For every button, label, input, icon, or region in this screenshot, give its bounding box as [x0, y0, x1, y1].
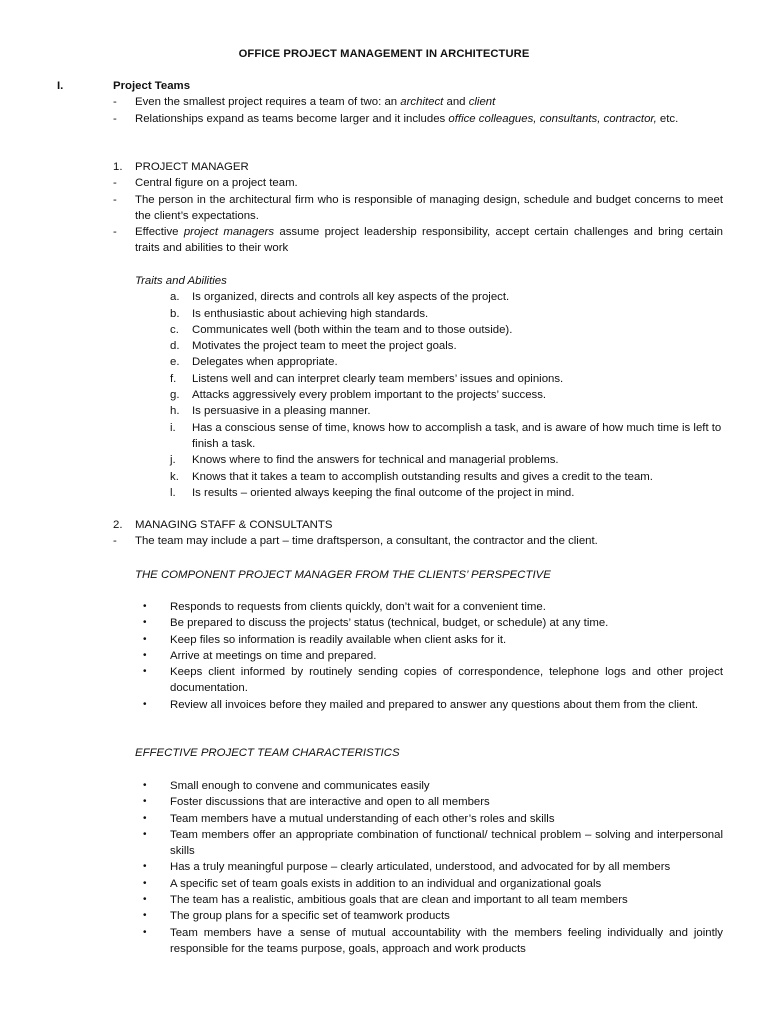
list-text: Team members have a mutual understanding of each other’s roles and skills — [170, 812, 555, 825]
subsection-managing-staff — [0, 517, 768, 550]
dash-marker: - — [113, 177, 117, 190]
list-item — [0, 354, 768, 370]
clients-perspective-heading: THE COMPONENT PROJECT MANAGER FROM THE CLIENTS’ PERSPECTIVE — [135, 569, 551, 581]
list-text: The group plans for a specific set of teamwork products — [170, 910, 450, 923]
traits-list — [0, 273, 768, 501]
bullet-icon: • — [143, 633, 147, 645]
list-text: Keeps client informed by routinely sending copies of correspondence, telephone logs and other project documentation. — [170, 666, 723, 695]
bullet-icon: • — [143, 666, 147, 678]
subsection-heading: MANAGING STAFF & CONSULTANTS — [135, 519, 333, 531]
subsection-number: 2. — [113, 519, 123, 531]
bullet-icon: • — [143, 698, 147, 710]
list-item — [0, 403, 768, 419]
list-item: - The person in the architectural firm who is responsible of managing design, schedule and budget concerns to meet the client’s expectations. — [113, 193, 723, 222]
list-item — [0, 811, 768, 827]
list-item — [0, 859, 768, 875]
list-item — [0, 599, 768, 615]
list-item — [0, 632, 768, 648]
dash-marker: - — [113, 535, 117, 548]
section-project-teams — [0, 78, 768, 127]
bullet-icon: • — [143, 812, 147, 824]
dash-marker: - — [113, 193, 117, 206]
dash-marker: - — [113, 226, 117, 239]
team-characteristics-list — [0, 778, 768, 957]
list-item — [0, 338, 768, 354]
clients-perspective-list — [0, 599, 768, 713]
team-characteristics-heading: EFFECTIVE PROJECT TEAM CHARACTERISTICS — [135, 747, 400, 759]
list-item — [0, 908, 768, 924]
bullet-icon: • — [143, 649, 147, 661]
list-item — [0, 876, 768, 892]
list-text: Responds to requests from clients quickly, don’t wait for a convenient time. — [170, 601, 546, 613]
list-item — [0, 485, 768, 501]
list-item: - Effective project managers assume project leadership responsibility, accept certain challenges and bring certain traits and abilities to their work — [113, 226, 723, 255]
list-item — [0, 306, 768, 322]
dash-marker: - — [113, 112, 117, 125]
list-item — [0, 827, 768, 860]
list-text: The team has a realistic, ambitious goals that are clean and important to all team members — [170, 894, 628, 907]
section-heading: Project Teams — [113, 80, 191, 92]
list-letter: k. — [170, 470, 179, 483]
list-text: Team members have a sense of mutual accountability with the members feeling individually and jointly responsible for the teams purpose, goals, approach and work products — [170, 926, 723, 955]
list-item — [0, 794, 768, 810]
dash-marker: - — [113, 96, 117, 109]
list-item — [0, 664, 768, 697]
list-letter: a. — [170, 291, 180, 304]
list-letter: g. — [170, 389, 180, 402]
section-number: I. — [57, 80, 64, 92]
bullet-icon: • — [143, 828, 147, 840]
list-text: Listens well and can interpret clearly team members’ issues and opinions. — [192, 372, 564, 385]
list-item — [0, 892, 768, 908]
list-item — [0, 371, 768, 387]
bullet-icon: • — [143, 894, 147, 906]
list-letter: i. — [170, 421, 176, 434]
list-text: Communicates well (both within the team and to those outside). — [192, 323, 513, 336]
list-item — [0, 387, 768, 403]
list-text: A specific set of team goals exists in addition to an individual and organizational goals — [170, 877, 602, 890]
list-text: Team members offer an appropriate combination of functional/ technical problem – solving and interpersonal skills — [170, 828, 723, 858]
list-letter: d. — [170, 340, 180, 353]
list-item — [0, 925, 768, 958]
list-letter: l. — [170, 486, 176, 499]
list-text: Arrive at meetings on time and prepared. — [170, 649, 377, 662]
list-text: Keep files so information is readily available when client asks for it. — [170, 633, 507, 646]
list-letter: j. — [170, 454, 176, 467]
list-item: - The team may include a part – time draftsperson, a consultant, the contractor and the client. — [0, 533, 768, 549]
bullet-icon: • — [143, 796, 147, 808]
list-letter: c. — [170, 323, 179, 336]
list-item: - Even the smallest project requires a team of two: an architect and client — [0, 94, 768, 110]
subsection-project-manager — [0, 159, 768, 257]
list-item — [0, 452, 768, 468]
list-text: Is persuasive in a pleasing manner. — [192, 405, 371, 418]
list-text: Review all invoices before they mailed and prepared to answer any questions about them from the client. — [170, 698, 699, 711]
list-item — [0, 469, 768, 485]
bullet-icon: • — [143, 601, 147, 612]
list-item — [0, 289, 768, 305]
bullet-icon: • — [143, 877, 147, 889]
list-text: Has a conscious sense of time, knows how to accomplish a task, and is aware of how much time is left to finish a task. — [192, 421, 722, 450]
bullet-icon: • — [143, 861, 147, 873]
list-text: Foster discussions that are interactive and open to all members — [170, 796, 490, 809]
list-text: Small enough to convene and communicates easily — [170, 780, 430, 792]
bullet-icon: • — [143, 926, 147, 938]
list-item — [0, 778, 768, 794]
list-item — [0, 420, 768, 453]
document-title: OFFICE PROJECT MANAGEMENT IN ARCHITECTURE — [238, 48, 530, 60]
list-item — [0, 322, 768, 338]
list-letter: h. — [170, 405, 180, 418]
list-text: Knows that it takes a team to accomplish outstanding results and gives a credit to the team. — [192, 470, 653, 483]
list-letter: e. — [170, 356, 180, 369]
list-item — [0, 697, 768, 713]
list-item: - Relationships expand as teams become larger and it includes office colleagues, consultants, contractor, etc. — [0, 111, 768, 127]
list-letter: b. — [170, 307, 180, 320]
bullet-icon: • — [143, 910, 147, 922]
list-text: Motivates the project team to meet the project goals. — [192, 340, 457, 353]
list-item: - Central figure on a project team. — [0, 175, 768, 191]
list-text: Attacks aggressively every problem important to the projects’ success. — [192, 389, 547, 402]
list-text: Is organized, directs and controls all key aspects of the project. — [192, 291, 510, 304]
list-letter: f. — [170, 372, 177, 385]
list-text: Is enthusiastic about achieving high standards. — [192, 307, 429, 320]
subsection-number: 1. — [113, 161, 123, 173]
bullet-icon: • — [143, 780, 147, 791]
subsection-heading: PROJECT MANAGER — [135, 161, 249, 173]
list-item — [0, 615, 768, 631]
bullet-icon: • — [143, 617, 147, 629]
traits-heading: Traits and Abilities — [135, 275, 227, 287]
list-text: Is results – oriented always keeping the final outcome of the project in mind. — [192, 486, 575, 499]
list-text: Has a truly meaningful purpose – clearly articulated, understood, and advocated for by all members — [170, 861, 671, 874]
list-text: Be prepared to discuss the projects’ status (technical, budget, or schedule) at any time. — [170, 617, 609, 630]
list-item — [0, 648, 768, 664]
list-text: Delegates when appropriate. — [192, 356, 338, 369]
list-text: Knows where to find the answers for technical and managerial problems. — [192, 454, 559, 467]
